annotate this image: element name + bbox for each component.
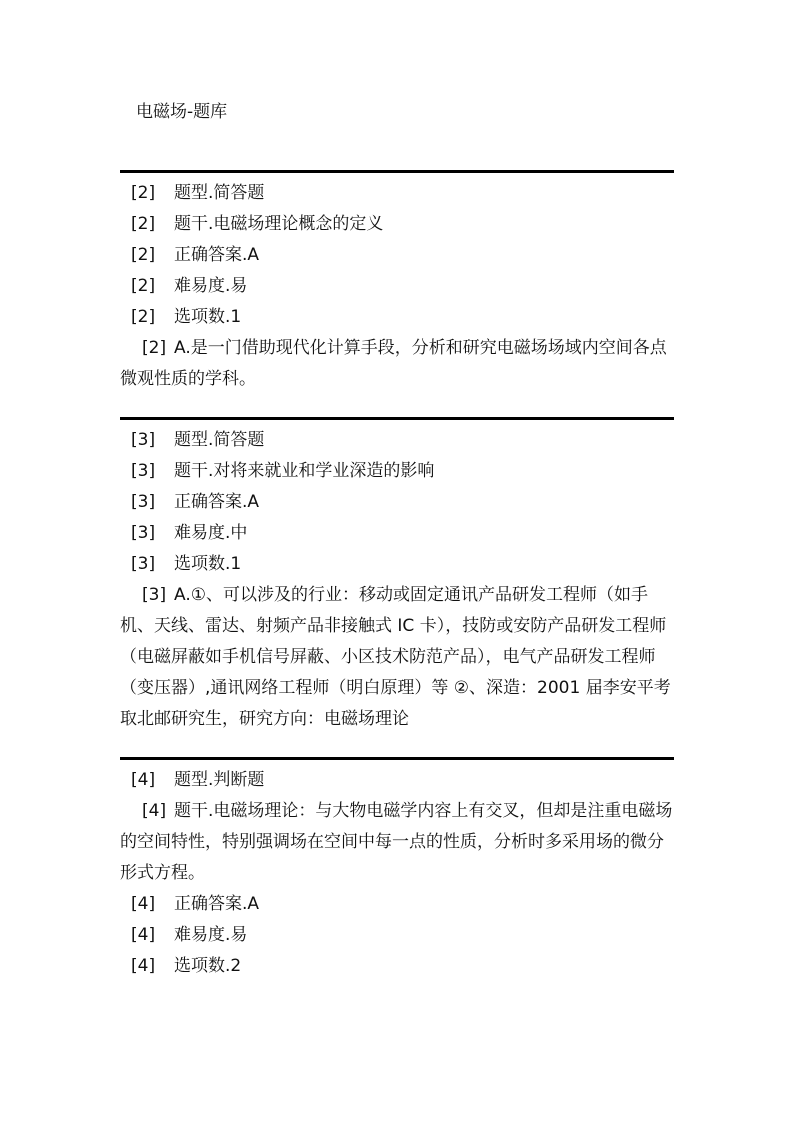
question-block-3 <box>120 417 674 735</box>
option-a <box>120 580 674 735</box>
difficulty <box>120 518 674 549</box>
options-count <box>120 302 674 333</box>
correct-answer <box>120 240 674 271</box>
separator-rule <box>120 170 674 173</box>
separator-rule <box>120 757 674 760</box>
question-stem-text: 题干.电磁场理论概念的定义 <box>174 214 384 234</box>
correct-answer <box>120 487 674 518</box>
correct-answer-text: 正确答案.A <box>174 245 260 265</box>
question-stem <box>120 796 674 889</box>
difficulty <box>120 920 674 951</box>
question-stem <box>120 209 674 240</box>
question-stem-text: 题干.电磁场理论：与大物电磁学内容上有交叉，但却是注重电磁场的空间特性，特别强调场在空间中每一点的性质，分析时多采用场的微分形式方程。 <box>120 801 673 883</box>
question-tag: [3] <box>142 585 167 605</box>
question-tag: [4] <box>131 894 156 914</box>
difficulty-text: 难易度.易 <box>174 276 248 296</box>
question-tag: [3] <box>131 461 156 481</box>
options-count-text: 选项数.2 <box>174 956 242 976</box>
question-stem <box>120 456 674 487</box>
question-type-text: 题型.简答题 <box>174 183 265 203</box>
option-a-text: A.是一门借助现代化计算手段，分析和研究电磁场场域内空间各点微观性质的学科。 <box>120 338 667 389</box>
question-tag: [4] <box>131 956 156 976</box>
question-type-text: 题型.判断题 <box>174 770 265 790</box>
question-tag: [4] <box>131 770 156 790</box>
question-tag: [2] <box>131 307 156 327</box>
document-title: 电磁场-题库 <box>136 102 228 122</box>
correct-answer-text: 正确答案.A <box>174 894 260 914</box>
option-a <box>120 333 674 395</box>
question-tag: [3] <box>131 554 156 574</box>
question-stem-text: 题干.对将来就业和学业深造的影响 <box>174 461 435 481</box>
question-tag: [3] <box>131 492 156 512</box>
question-type <box>120 425 674 456</box>
question-tag: [4] <box>131 925 156 945</box>
separator-rule <box>120 417 674 420</box>
question-type <box>120 765 674 796</box>
question-type-text: 题型.简答题 <box>174 430 265 450</box>
question-tag: [2] <box>131 183 156 203</box>
options-count-text: 选项数.1 <box>174 554 242 574</box>
options-count <box>120 951 674 982</box>
question-tag: [2] <box>131 214 156 234</box>
question-tag: [2] <box>131 245 156 265</box>
question-tag: [3] <box>131 430 156 450</box>
option-a-text: A.①、可以涉及的行业：移动或固定通讯产品研发工程师（如手机、天线、雷达、射频产品非接触式 IC 卡），技防或安防产品研发工程师（电磁屏蔽如手机信号屏蔽、小区技术防范产品），电气产品研发工程师（变压器）,通讯网络工程师（明白原理）等 ②、深造：2001 届李安平考取北邮研究生，研究方向：电磁场理论 <box>120 585 671 729</box>
difficulty <box>120 271 674 302</box>
question-tag: [4] <box>142 801 167 821</box>
question-tag: [3] <box>131 523 156 543</box>
difficulty-text: 难易度.中 <box>174 523 248 543</box>
difficulty-text: 难易度.易 <box>174 925 248 945</box>
correct-answer-text: 正确答案.A <box>174 492 260 512</box>
correct-answer <box>120 889 674 920</box>
question-tag: [2] <box>142 338 167 358</box>
question-block-2 <box>120 170 674 395</box>
question-type <box>120 178 674 209</box>
question-block-4 <box>120 757 674 982</box>
options-count-text: 选项数.1 <box>174 307 242 327</box>
options-count <box>120 549 674 580</box>
question-tag: [2] <box>131 276 156 296</box>
